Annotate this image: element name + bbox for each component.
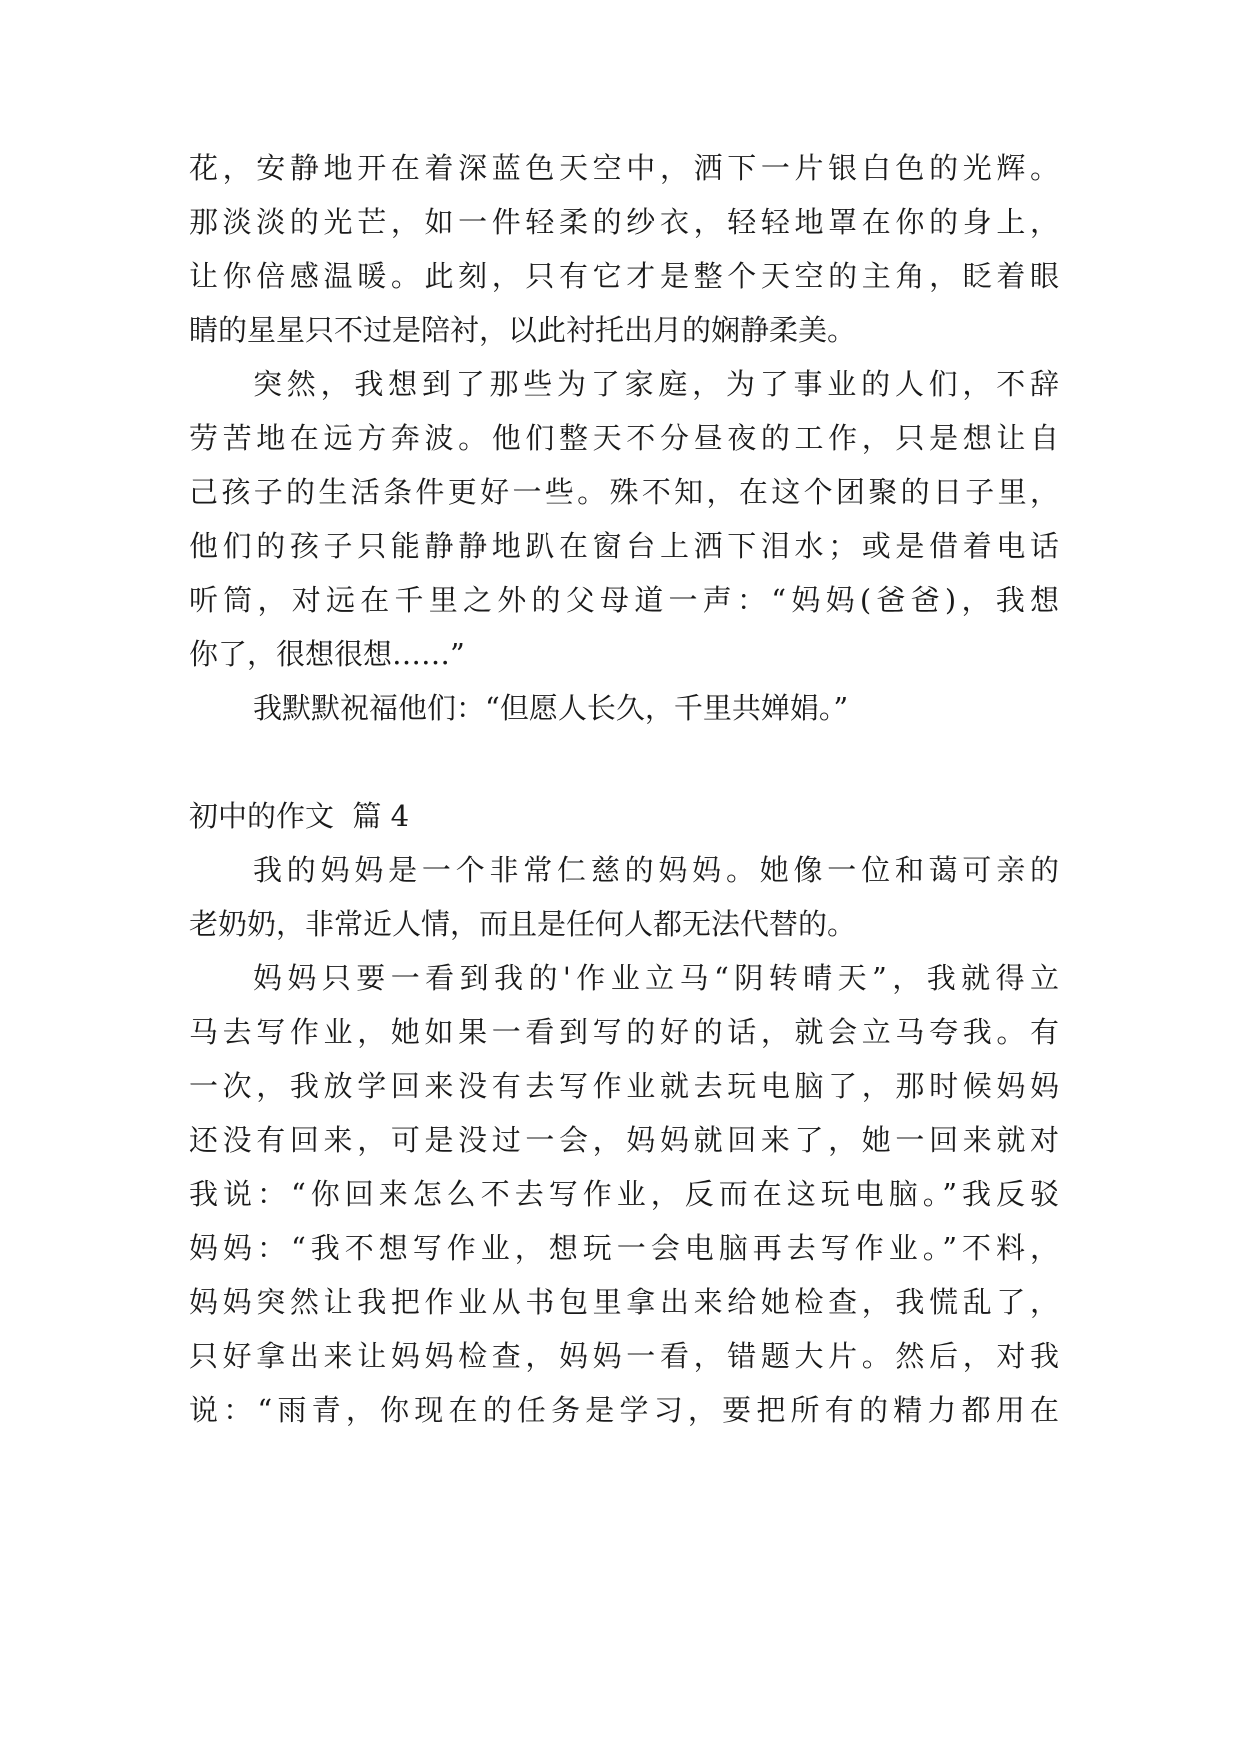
text-line: 妈妈只要一看到我的'作业立马“阴转晴天”，我就得立: [253, 961, 1059, 995]
text-line: 己孩子的生活条件更好一些。殊不知，在这个团聚的日子里，: [189, 475, 1059, 509]
text-line: 说：“雨青，你现在的任务是学习，要把所有的精力都用在: [189, 1393, 1059, 1427]
text-line: 他们的孩子只能静静地趴在窗台上洒下泪水；或是借着电话: [189, 529, 1059, 563]
text-line: 妈妈：“我不想写作业，想玩一会电脑再去写作业。”不料，: [189, 1231, 1059, 1265]
text-line: 马去写作业，她如果一看到写的好的话，就会立马夸我。有: [189, 1015, 1059, 1049]
section-heading: 初中的作文 篇 4: [189, 799, 410, 833]
text-line: 我说：“你回来怎么不去写作业，反而在这玩电脑。”我反驳: [189, 1177, 1059, 1211]
text-line: 突然，我想到了那些为了家庭，为了事业的人们，不辞: [253, 367, 1059, 401]
text-line: 你了，很想很想……”: [189, 637, 465, 671]
text-line: 我默默祝福他们：“但愿人长久，千里共婵娟。”: [253, 691, 849, 725]
text-line: 我的妈妈是一个非常仁慈的妈妈。她像一位和蔼可亲的: [253, 853, 1059, 887]
text-line: 听筒，对远在千里之外的父母道一声：“妈妈(爸爸)，我想: [189, 583, 1059, 617]
text-line: 劳苦地在远方奔波。他们整天不分昼夜的工作，只是想让自: [189, 421, 1059, 455]
text-line: 睛的星星只不过是陪衬，以此衬托出月的娴静柔美。: [189, 313, 857, 347]
text-line: 花，安静地开在着深蓝色天空中，洒下一片银白色的光辉。: [189, 151, 1059, 185]
text-line: 老奶奶，非常近人情，而且是任何人都无法代替的。: [189, 907, 857, 941]
text-line: 妈妈突然让我把作业从书包里拿出来给她检查，我慌乱了，: [189, 1285, 1059, 1319]
text-line: 一次，我放学回来没有去写作业就去玩电脑了，那时候妈妈: [189, 1069, 1059, 1103]
text-line: 只好拿出来让妈妈检查，妈妈一看，错题大片。然后，对我: [189, 1339, 1059, 1373]
text-line: 让你倍感温暖。此刻，只有它才是整个天空的主角，眨着眼: [189, 259, 1059, 293]
text-line: 还没有回来，可是没过一会，妈妈就回来了，她一回来就对: [189, 1123, 1059, 1157]
text-line: 那淡淡的光芒，如一件轻柔的纱衣，轻轻地罩在你的身上，: [189, 205, 1059, 239]
